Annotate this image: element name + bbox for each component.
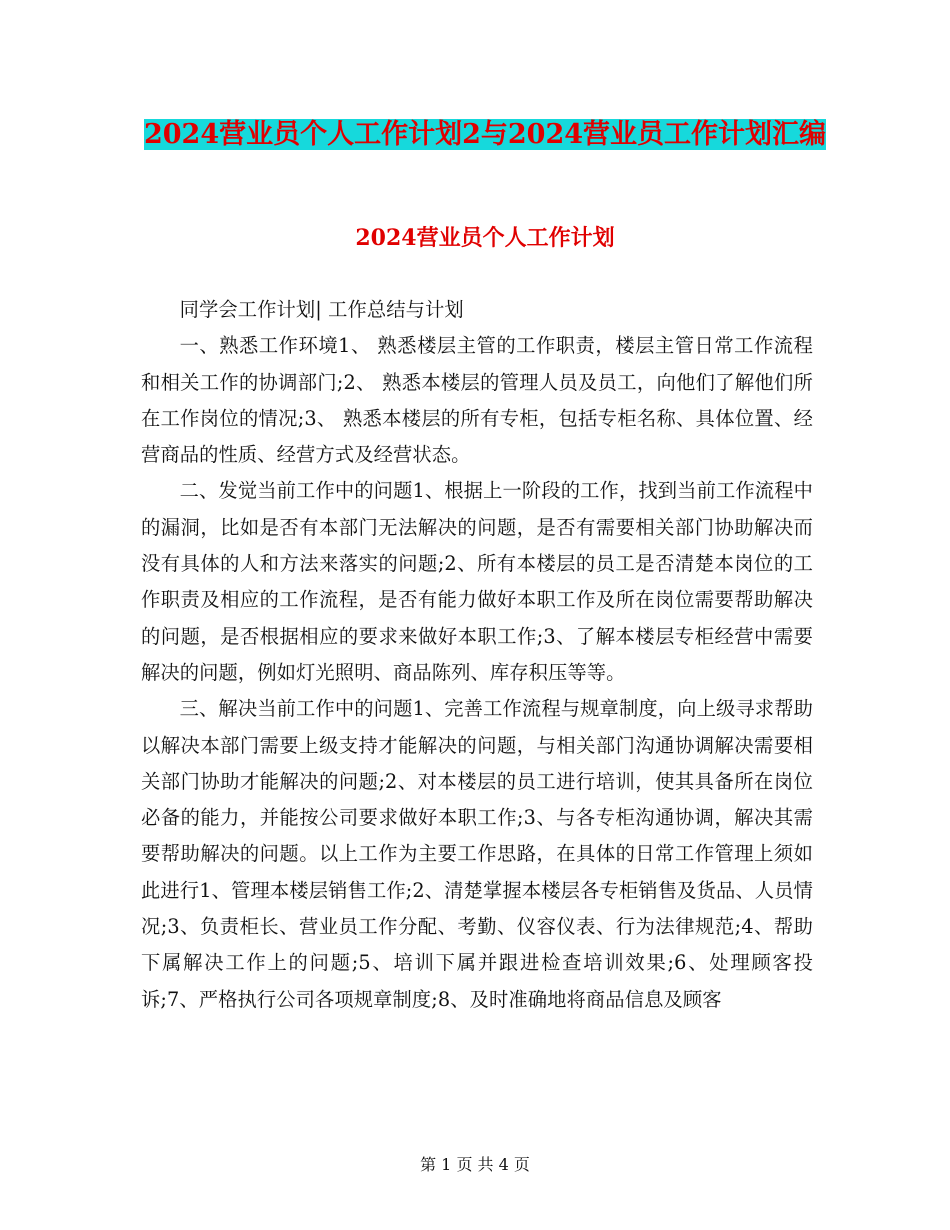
document-title <box>140 112 830 158</box>
paragraph-intro: 同学会工作计划| 工作总结与计划 <box>179 298 464 321</box>
paragraph-1: 一、熟悉工作环境1、 熟悉楼层主管的工作职责，楼层主管日常工作流程和相关工作的协调部门;2、 熟悉本楼层的管理人员及员工，向他们了解他们所在工作岗位的情况;3、 熟悉本楼层的所有专柜，包括专柜名称、具体位置、经营商品的性质、经营方式及经营状态。 <box>141 334 813 467</box>
document-title-text: 2024营业员个人工作计划2与2024营业员工作计划汇编 <box>143 119 827 150</box>
page-footer: 第 1 页 共 4 页 <box>420 1155 530 1174</box>
document-body <box>141 292 813 1018</box>
section-title: 2024营业员个人工作计划 <box>355 225 615 251</box>
paragraph-2: 二、发觉当前工作中的问题1、根据上一阶段的工作，找到当前工作流程中的漏洞，比如是否有本部门无法解决的问题，是否有需要相关部门协助解决而没有具体的人和方法来落实的问题;2、所有本楼层的员工是否清楚本岗位的工作职责及相应的工作流程，是否有能力做好本职工作及所在岗位需要帮助解决的问题，是否根据相应的要求来做好本职工作;3、了解本楼层专柜经营中需要解决的问题，例如灯光照明、商品陈列、库存积压等等。 <box>141 479 813 684</box>
paragraph-3: 三、解决当前工作中的问题1、完善工作流程与规章制度，向上级寻求帮助以解决本部门需要上级支持才能解决的问题，与相关部门沟通协调解决需要相关部门协助才能解决的问题;2、对本楼层的员工进行培训，使其具备所在岗位必备的能力，并能按公司要求做好本职工作;3、与各专柜沟通协调，解决其需要帮助解决的问题。以上工作为主要工作思路，在具体的日常工作管理上须如此进行1、管理本楼层销售工作;2、清楚掌握本楼层各专柜销售及货品、人员情况;3、负责柜长、营业员工作分配、考勤、仪容仪表、行为法律规范;4、帮助下属解决工作上的问题;5、培训下属并跟进检查培训效果;6、处理顾客投诉;7、严格执行公司各项规章制度;8、及时准确地将商品信息及顾客 <box>141 697 813 1011</box>
